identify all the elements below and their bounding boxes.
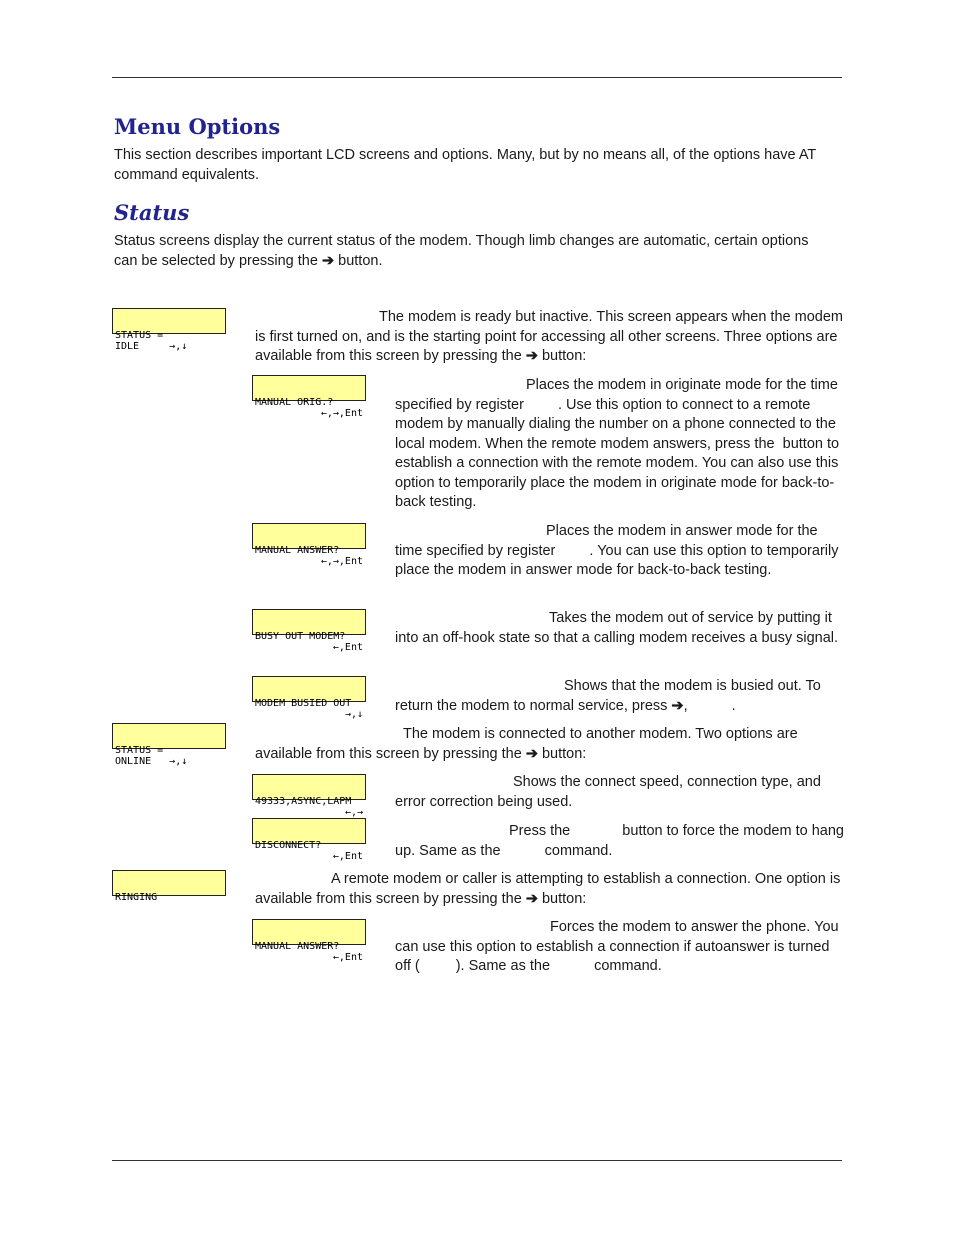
footer-rule [112,1160,842,1161]
right-arrow-icon: ➔ [525,745,538,762]
right-arrow-icon: ➔ [671,697,684,714]
busied-out-description: Shows that the modem is busied out. To return the modem to normal service, press ➔, . [395,678,821,714]
idle-description: The modem is ready but inactive. This screen appears when the modem is first turned on, and is the starting point for accessing all other screens. Three options are available from this screen by pressing the ➔ button: [255,309,843,364]
right-arrow-icon: ➔ [525,890,538,907]
lcd-disconnect: DISCONNECT? ←,Ent [252,818,366,844]
online-description: The modem is connected to another modem. Two options are available from this screen by pressing the ➔ button: [255,726,798,762]
manual-answer-description: Places the modem in answer mode for the time specified by register . You can use this option to temporarily place the modem in answer mode for back-to-back testing. [395,523,839,578]
right-arrow-icon: ➔ [321,253,335,269]
connect-info-description: Shows the connect speed, connection type, and error correction being used. [395,774,821,810]
lcd-busy-out-modem: BUSY OUT MODEM? ←,Ent [252,609,366,635]
lcd-manual-orig: MANUAL ORIG.? ←,→,Ent [252,375,366,401]
manual-orig-description: Places the modem in originate mode for the time specified by register . Use this option to connect to a remote modem by manually dialing the number on a phone connected to the local modem. When the remote modem answers, press the button to establish a connection with the remote modem. You can also use this option to temporarily place the modem in originate mode for back-to-back testing. [395,377,840,510]
ringing-description: A remote modem or caller is attempting to establish a connection. One option is available from this screen by pressing the ➔ button: [255,871,841,907]
ring-answer-description: Forces the modem to answer the phone. You can use this option to establish a connection if autoanswer is turned off ( ). Same as the command. [395,919,839,974]
status-intro-paragraph: Status screens display the current status of the modem. Though limb changes are automatic, certain options can be selected by pressing the ➔ button. [114,233,809,269]
lcd-status-idle: STATUS = IDLE →,↓ [112,308,226,334]
lcd-modem-busied-out: MODEM BUSIED OUT →,↓ [252,676,366,702]
right-arrow-icon: ➔ [525,348,538,364]
lcd-manual-answer: MANUAL ANSWER? ←,→,Ent [252,523,366,549]
lcd-ringing: RINGING [112,870,226,896]
intro-paragraph: This section describes important LCD screens and options. Many, but by no means all, of the options have AT command equivalents. [114,147,817,183]
disconnect-description: Press the button to force the modem to hang up. Same as the command. [395,823,844,859]
lcd-connect-info: 49333,ASYNC,LAPM ←,→ [252,774,366,800]
lcd-status-online: STATUS = ONLINE →,↓ [112,723,226,749]
header-rule [112,77,842,78]
busy-out-description: Takes the modem out of service by putting it into an off-hook state so that a calling modem receives a busy signal. [395,610,839,646]
status-heading: Status [114,200,190,225]
lcd-ring-manual-answer: MANUAL ANSWER? ←,Ent [252,919,366,945]
menu-options-heading: Menu Options [114,114,281,139]
